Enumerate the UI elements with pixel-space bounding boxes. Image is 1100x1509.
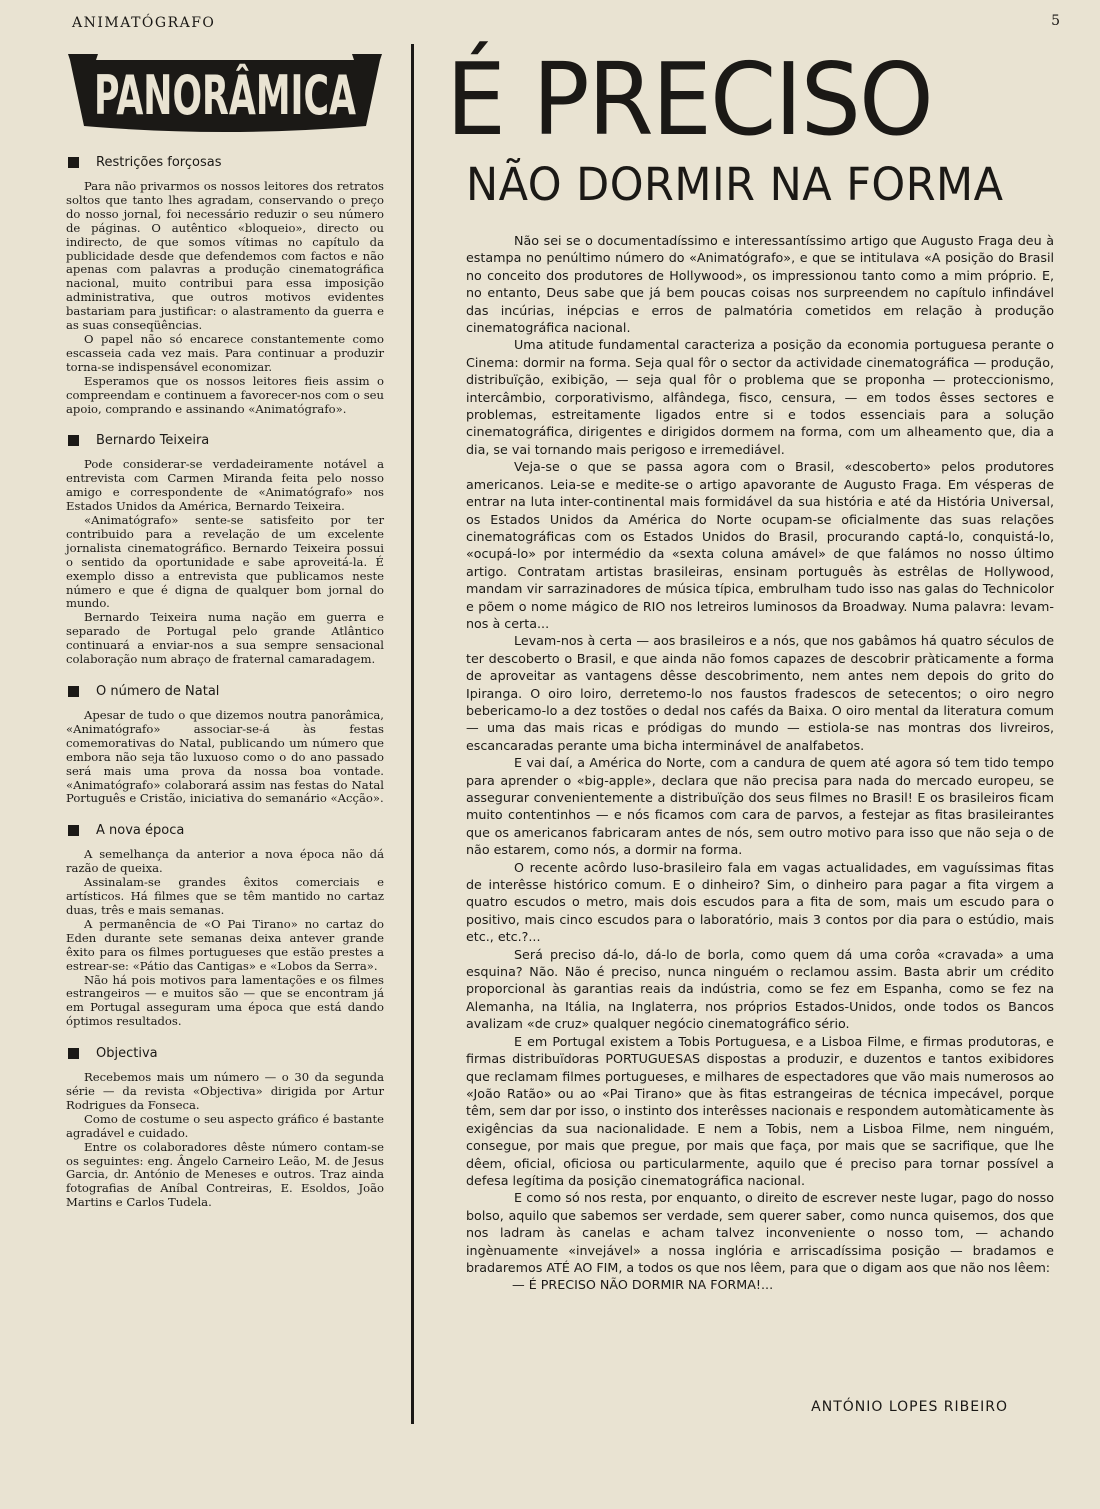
section-heading-text: Restrições forçosas [96,154,222,170]
page-number: 5 [1051,13,1060,29]
article-paragraph: E como só nos resta, por enquanto, o direito de escrever neste lugar, pago do nosso bolso, aquilo que sabemos ser verdade, sem querer saber, como nunca quisemos, dos que nos ladram às canelas e acham talvez inconveniente o nosso tom, — achando ingènuamente «invejável» a nossa inglória e arriscadíssima posição — bradamos e bradaremos ATÉ AO FIM, a todos os que nos lêem, para que o digam aos que não nos lêem: [466,1190,1054,1275]
article-paragraph: E vai daí, a América do Norte, com a candura de quem até agora só tem tido tempo para aprender o «big-apple», declara que não precisa para nada do mercado europeu, se assegurar convenientemente a distribuïção dos seus filmes no Brasil! E os brasileiros ficam muito contentinhos — e nós ficamos com cara de parvos, a festejar as fitas brasileirantes que os americanos fabricaram antes de nós, sem outro motivo para isso que não seja o de não estarem, como nós, a dormir na forma. [466,755,1054,858]
section-body [66,848,384,1029]
article-paragraph: Não sei se o documentadíssimo e interessantíssimo artigo que Augusto Fraga deu à estampa no penúltimo número do «Animatógrafo», e que se intitulava «A posição do Brasil no conceito dos produtores de Hollywood», os impressionou tanto como a mim próprio. E, no entanto, Deus sabe que já bem poucas coisas nos surpreendem no capítulo infindável das incúrias, inépcias e erros de palmatória cometidos em relação à produção cinematográfica nacional. [466,233,1054,336]
section-heading-text: Bernardo Teixeira [96,432,210,448]
section-paragraph: «Animatógrafo» sente-se satisfeito por ter contribuido para a revelação de um excelente jornalista cinematográfico. Bernardo Teixeira possui o sentido da oportunidade e sabe aproveitá-la. É exemplo disso a entrevista que publicamos neste número e que é digna de qualquer bom jornal do mundo. [66,513,384,611]
panoramica-column [66,48,384,1224]
article-paragraph: Levam-nos à certa — aos brasileiros e a nós, que nos gabâmos há quatro séculos de ter descoberto o Brasil, e que ainda não fomos capazes de descobrir pràticamente a forma de aproveitar as vantagens dêsse descobrimento, nem antes nem depois do grito do Ipiranga. O oiro loiro, derretemo-lo nos faustos fradescos de setecentos; o oiro negro bebericamo-lo a dez tostões o dedal nos cafés da Baixa. O oiro mental da literatura comum — uma das mais ricas e pródigas do mundo — estiola-se nas montras dos livreiros, escancaradas perante uma bicha interminável de analfabetos. [466,633,1054,753]
square-bullet-icon [68,686,79,697]
section-body [66,180,384,416]
banner-stripe-left [68,54,98,60]
panorama-section [66,152,384,416]
article-paragraph: Veja-se o que se passa agora com o Brasil, «descoberto» pelos produtores americanos. Leia-se e medite-se o artigo apavorante de Augusto Fraga. Em vésperas de entrar na luta inter-continental mais formidável da sua história e até da História Universal, os Estados Unidos da América do Norte ocupam-se oficialmente das suas relações cinematográficas com os Estados Unidos do Brasil, procurando captá-lo, conquistá-lo, «ocupá-lo» por intermédio da «sexta coluna amável» de que falámos no nosso último artigo. Contratam artistas brasileiras, ensinam português às estrêlas de Hollywood, mandam vir sarrazinadores de música típica, embrulham tudo isso nas galas do Technicolor e põem o nome mágico de RIO nos letreiros luminosos da Broadway. Numa palavra: levam-nos à certa... [466,459,1054,631]
section-paragraph: Bernardo Teixeira numa nação em guerra e separado de Portugal pelo grande Atlântico continuará a enviar-nos a sua sempre sensacional colaboração num abraço de fraternal camaradagem. [66,610,384,667]
article-paragraphs [466,232,1054,1276]
section-paragraph: A permanência de «O Pai Tirano» no cartaz do Eden durante sete semanas deixa antever grande êxito para os filmes portugueses que estão prestes a estrear-se: «Pátio das Cantigas» e «Lobos da Serra». [66,916,384,973]
section-paragraph: Para não privarmos os nossos leitores dos retratos soltos que tanto lhes agradam, conservando o preço do nosso jornal, foi necessário reduzir o seu número de páginas. O autêntico «bloqueio», directo ou indirecto, de que somos vítimas no capítulo da publicidade desde que defendemos com factos e não apenas com palavras a produção cinematográfica nacional, muito contribui para essa imposição administrativa, que outros motivos evidentes bastariam para justificar: o alastramento da guerra e as suas conseqüências. [66,179,384,333]
section-paragraph: Como de costume o seu aspecto gráfico é bastante agradável e cuidado. [66,1111,384,1140]
section-paragraph: Pode considerar-se verdadeiramente notável a entrevista com Carmen Miranda feita pelo nosso amigo e correspondente de «Animatógrafo» nos Estados Unidos da América, Bernardo Teixeira. [66,457,384,514]
panorama-section [66,1043,384,1210]
section-paragraph: Não há pois motivos para lamentações e os filmes estrangeiros — e muitos são — que se encontram já em Portugal asseguram uma época que está dando óptimos resultados. [66,972,384,1029]
section-paragraph: Apesar de tudo o que dizemos noutra panorâmica, «Animatógrafo» associar-se-á às festas comemorativas do Natal, publicando um número que embora não seja tão luxuoso como o do ano passado será mais uma prova da nossa boa vontade. «Animatógrafo» colaborará assim nas festas do Natal Português e Cristão, iniciativa do semanário «Acção». [66,708,384,806]
article-closing-line: — É PRECISO NÃO DORMIR NA FORMA!... [512,1277,774,1293]
section-heading [68,1043,384,1063]
panorama-section [66,820,384,1029]
section-paragraph: O papel não só encarece constantemente como escasseia cada vez mais. Para continuar a produzir torna-se indispensável economizar. [66,331,384,374]
section-paragraph: A semelhança da anterior a nova época não dá razão de queixa. [66,847,384,876]
article-paragraph: O recente acôrdo luso-brasileiro fala em vagas actualidades, em vaguíssimas fitas de interêsse histórico comum. E o dinheiro? Sim, o dinheiro para pagar a fita virgem a quatro escudos o metro, mais dois escudos para a fita de som, mais um escudo para o positivo, mais cinco escudos para o laboratório, mais 3 contos por dia para o estúdio, mais etc., etc.?... [466,859,1054,945]
section-body [66,458,384,667]
article-paragraph: Uma atitude fundamental caracteriza a posição da economia portuguesa perante o Cinema: dormir na forma. Seja qual fôr o sector da actividade cinematográfica — produção, distribuïção, exibição, — seja qual fôr o problema que se proponha — proteccionismo, intercâmbio, corporativismo, alfândega, fisco, censura, — em todos êsses sectores e problemas, estreitamente ligados entre si e todos essenciais para a solução cinematográfica, dirigentes e dirigidos dormem na forma, com um alheamento que, dia a dia, se vai tornando mais perigoso e irremediável. [466,337,1054,457]
article-paragraph: Será preciso dá-lo, dá-lo de borla, como quem dá uma corôa «cravada» a uma esquina? Não. Não é preciso, nunca ninguém o reclamou assim. Basta abrir um crédito proporcional às garantias reais da indústria, como se fez em Espanha, como se fez na Alemanha, na Itália, na Inglaterra, nos próprios Estados-Unidos, onde todos os Bancos avalizam «de cruz» qualquer negócio cinematográfico sério. [466,946,1054,1032]
square-bullet-icon [68,157,79,168]
section-heading [68,820,384,840]
section-heading [68,681,384,701]
section-heading-text: O número de Natal [96,683,220,699]
panorama-sections [66,152,384,1210]
article-signature: ANTÓNIO LOPES RIBEIRO [811,1399,1008,1415]
section-paragraph: Assinalam-se grandes êxitos comerciais e artísticos. Há filmes que se têm mantido no cartaz duas, três e mais semanas. [66,875,384,917]
square-bullet-icon [68,435,79,446]
panorama-section [66,430,384,667]
section-body [66,1071,384,1210]
article-body [466,232,1054,1294]
section-heading-text: Objectiva [96,1045,158,1061]
panoramica-banner [68,48,382,132]
section-heading [68,152,384,172]
square-bullet-icon [68,825,79,836]
square-bullet-icon [68,1048,79,1059]
article-paragraph: E em Portugal existem a Tobis Portuguesa, e a Lisboa Filme, e firmas produtoras, e firmas distribuïdoras PORTUGUESAS dispostas a produzir, e duzentos e tantos exibidores que reclamam filmes portugueses, e milhares de espectadores que vão mais numerosos ao «João Ratão» ou ao «Pai Tirano» que às fitas estrangeiras de técnica impecável, porque têm, sem dar por isso, o instinto dos interêsses nacionais e respondem automàticamente às exigências da sua nacionalidade. E nem a Tobis, nem a Lisboa Filme, nem ninguém, consegue, por mais que pregue, por mais que faça, por mais que se sacrifique, que lhe dêem, oficial, oficiosa ou particularmente, aquilo que é preciso para tornar possível a defesa legítima da posição cinematográfica nacional. [466,1033,1054,1188]
section-paragraph: Recebemos mais um número — o 30 da segunda série — da revista «Objectiva» dirigida por Artur Rodrigues da Fonseca. [66,1070,384,1112]
running-head: ANIMATÓGRAFO [72,15,216,31]
banner-stripe-right [352,54,382,60]
column-divider [411,44,414,1424]
banner-title: PANORÂMICA [94,64,357,127]
section-heading-text: A nova época [96,822,185,838]
section-body [66,709,384,806]
panorama-section [66,681,384,806]
section-paragraph: Esperamos que os nossos leitores fieis assim o compreendam e continuem a favorecer-nos com o seu apoio, comprando e assinando «Animatógrafo». [66,373,384,416]
section-paragraph: Entre os colaboradores dêste número contam-se os seguintes: eng. Ângelo Carneiro Leão, M. de Jesus Garcia, dr. António de Meneses e outros. Traz ainda fotografias de Aníbal Contreiras, E. Esoldos, João Martins e Carlos Tudela. [66,1139,384,1210]
article-subtitle: NÃO DORMIR NA FORMA [466,158,1004,211]
section-heading [68,430,384,450]
article-title: É PRECISO [446,41,932,158]
